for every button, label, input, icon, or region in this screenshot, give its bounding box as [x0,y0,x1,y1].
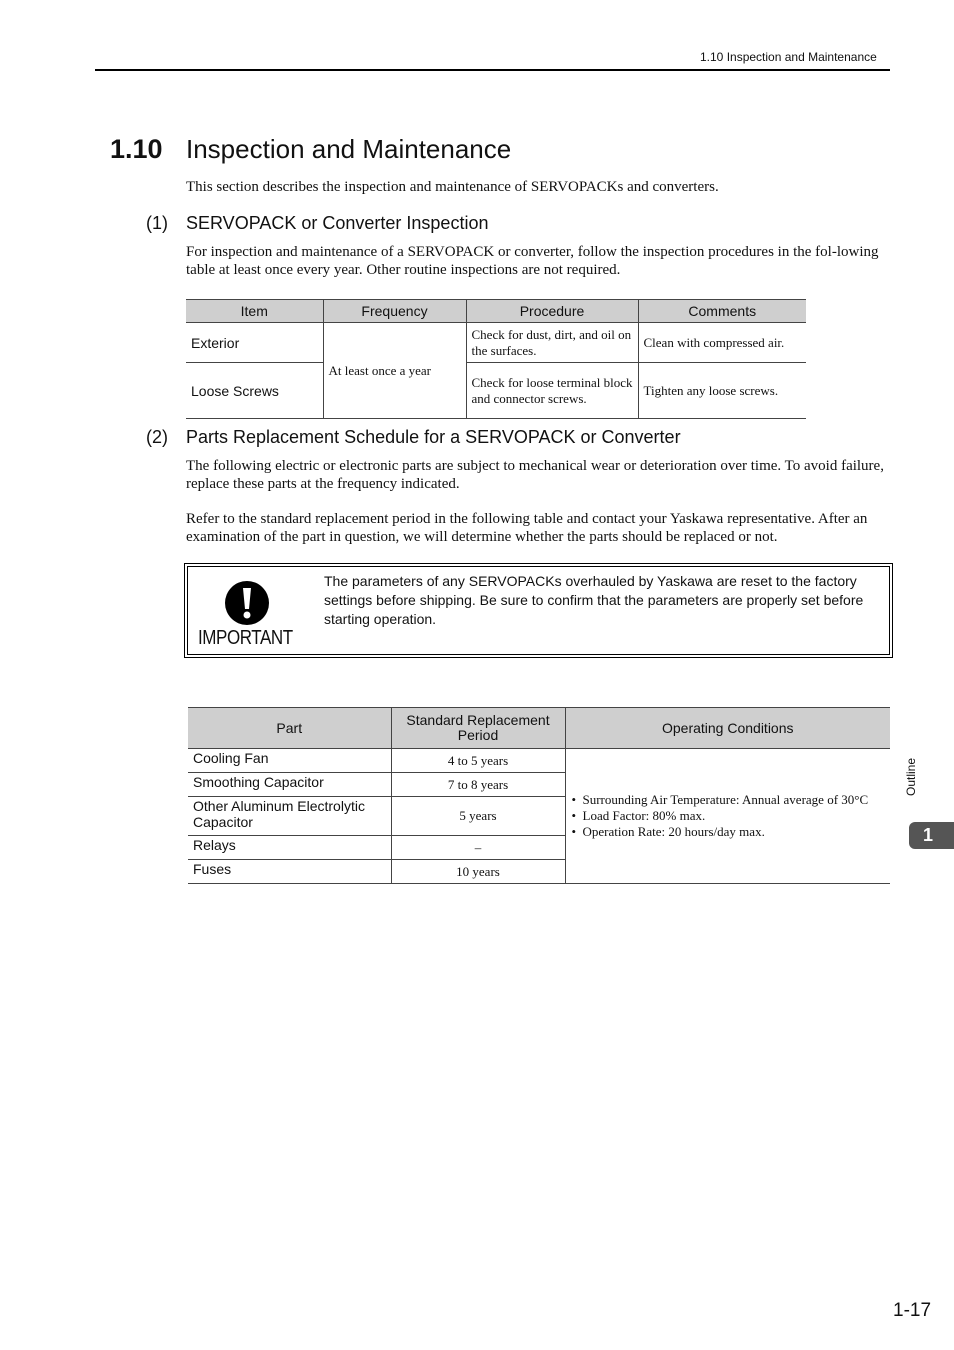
table-cell-comments: Tighten any loose screws. [638,363,806,419]
running-header: 1.10 Inspection and Maintenance [700,50,877,64]
column-header: Item [186,300,323,323]
section-title: Inspection and Maintenance [186,134,512,164]
page-number: 1-17 [893,1300,932,1321]
section-intro: This section describes the inspection and maintenance of SERVOPACKs and converters. [186,179,719,195]
table-cell-period: 10 years [391,860,565,884]
subsection-1-title: SERVOPACK or Converter Inspection [186,213,489,233]
chapter-tab-label: Outline [904,757,918,796]
table-cell-procedure: Check for dust, dirt, and oil on the surfaces. [466,323,638,363]
list-item: • Load Factor: 80% max. [583,808,886,824]
important-label: IMPORTANT [198,627,293,649]
column-header: Operating Conditions [565,708,890,749]
important-notice-inner [187,566,890,655]
exclamation-circle-icon [224,580,270,626]
table-cell-item: Exterior [186,323,323,363]
table-row [188,749,890,773]
table-cell-period: – [391,836,565,860]
subsection-2-number: (2) [146,427,168,447]
table-cell-procedure: Check for loose terminal block and connector screws. [466,363,638,419]
list-item: • Surrounding Air Temperature: Annual average of 30°C [583,792,886,808]
column-header: Comments [638,300,806,323]
important-text: The parameters of any SERVOPACKs overhauled by Yaskawa are reset to the factory settings before shipping. Be sure to confirm that the parameters are properly set before starting operation. [324,573,864,627]
header-rule [95,69,890,71]
table-cell-period: 4 to 5 years [391,749,565,773]
table-cell-part: Fuses [188,860,391,884]
chapter-tab[interactable]: 1 [909,822,954,849]
subsection-1-paragraph: For inspection and maintenance of a SERVOPACK or converter, follow the inspection procedures in the fol-lowing table at least once every year. Other routine inspections are not required. [186,244,879,278]
subsection-2-paragraph-2: Refer to the standard replacement period in the following table and contact your Yaskawa representative. After an examination of the part in question, we will determine whether the parts should be replaced or not. [186,511,868,545]
table-cell-part: Cooling Fan [188,749,391,773]
column-header: Part [188,708,391,749]
subsection-2-title: Parts Replacement Schedule for a SERVOPACK or Converter [186,427,681,447]
subsection-2-paragraph-1: The following electric or electronic parts are subject to mechanical wear or deterioration over time. To avoid failure, replace these parts at the frequency indicated. [186,458,884,492]
table-header-row [188,708,890,749]
section-number: 1.10 [110,134,163,164]
inspection-table [186,299,806,419]
table-header-row [186,300,806,323]
column-header: Frequency [323,300,466,323]
conditions-list [572,792,886,840]
table-cell-frequency: At least once a year [323,323,466,419]
table-cell-part: Other Aluminum Electrolytic Capacitor [188,797,391,836]
table-cell-period: 7 to 8 years [391,773,565,797]
table-cell-part: Relays [188,836,391,860]
table-cell-period: 5 years [391,797,565,836]
table-row [186,323,806,363]
list-item: • Operation Rate: 20 hours/day max. [583,824,886,840]
table-cell-operating-conditions [565,749,890,884]
column-header: Standard Replacement Period [391,708,565,749]
table-cell-comments: Clean with compressed air. [638,323,806,363]
subsection-1-number: (1) [146,213,168,233]
important-notice [184,563,893,658]
table-cell-item: Loose Screws [186,363,323,419]
table-cell-part: Smoothing Capacitor [188,773,391,797]
parts-replacement-table [188,707,890,884]
table-row [186,363,806,419]
column-header: Procedure [466,300,638,323]
